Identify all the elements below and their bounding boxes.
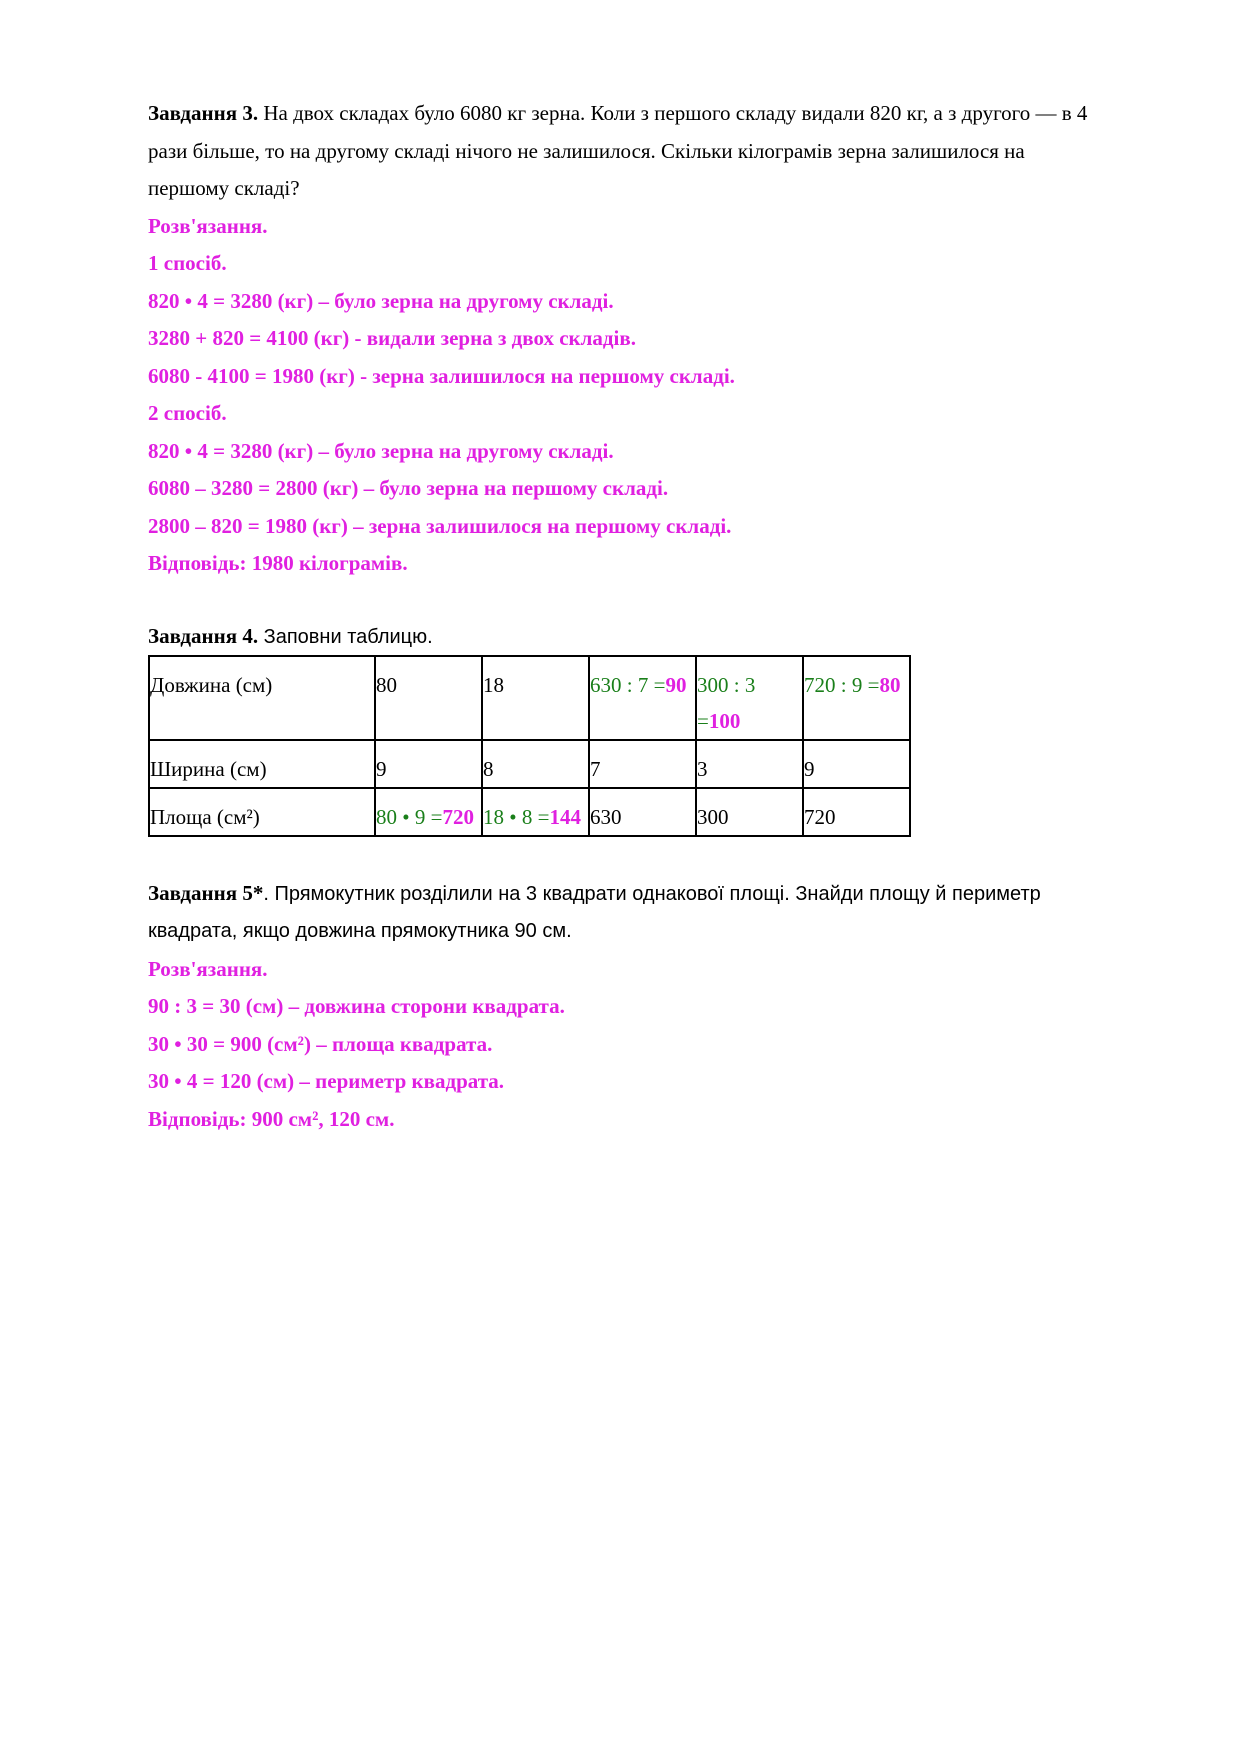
cell-area-1-answer: 720 <box>442 804 474 829</box>
task-3-method-2-step-1: 820 • 4 = 3280 (кг) – було зерна на другому складі. <box>148 438 614 463</box>
cell-area-2 <box>482 788 589 836</box>
spacer <box>148 583 1138 620</box>
task-5-label: Завдання 5* <box>148 880 264 905</box>
task-5-solution-heading: Розв'язання. <box>148 956 268 981</box>
task-3-method-2: 2 спосіб. <box>148 401 227 425</box>
cell-width-4: 3 <box>696 740 803 788</box>
cell-length-3-answer: 90 <box>665 672 687 697</box>
task-3-method-2-step-2: 6080 – 3280 = 2800 (кг) – було зерна на першому складі. <box>148 476 669 500</box>
cell-length-5-expression: 720 : 9 = <box>804 672 880 697</box>
cell-length-3 <box>589 656 696 740</box>
row-header-width: Ширина (см) <box>149 740 375 788</box>
task-3-text-1: На двох складах було 6080 кг зерна. Коли з першого складу видали 820 кг, а з другого — в 4 <box>258 101 1088 125</box>
task-5-step-3: 30 • 4 = 120 (см) – периметр квадрата. <box>148 1069 505 1093</box>
task-5-statement-line-2: квадрата, якщо довжина прямокутника 90 см. <box>148 920 572 942</box>
cell-length-3-expression: 630 : 7 = <box>590 672 666 697</box>
cell-length-4-expression: 300 : 3 <box>697 672 756 697</box>
task-3-solution-heading: Розв'язання. <box>148 213 268 238</box>
task-3-method-1-step-2: 3280 + 820 = 4100 (кг) - видали зерна з двох складів. <box>148 326 636 350</box>
task-3-answer: Відповідь: 1980 кілограмів. <box>148 551 408 575</box>
cell-length-4 <box>696 656 803 740</box>
task-5-statement-line-1 <box>148 875 1138 914</box>
row-header-length: Довжина (см) <box>149 656 375 740</box>
task-4-text: Заповни таблицю. <box>258 625 433 648</box>
task-3 <box>148 95 1138 583</box>
task-3-method-1-step-3: 6080 - 4100 = 1980 (кг) - зерна залишилося на першому складі. <box>148 363 735 388</box>
cell-length-5-answer: 80 <box>879 672 901 697</box>
cell-width-3: 7 <box>589 740 696 788</box>
task-5-text-1: . Прямокутник розділили на 3 квадрати однакової площі. Знайди площу й периметр <box>263 882 1041 905</box>
row-header-area: Площа (см²) <box>149 788 375 836</box>
spacer <box>148 837 1138 875</box>
cell-area-1-expression: 80 • 9 = <box>376 804 443 829</box>
cell-length-1: 80 <box>375 656 482 740</box>
cell-area-1 <box>375 788 482 836</box>
cell-width-1: 9 <box>375 740 482 788</box>
table-row-area <box>149 788 910 836</box>
task-4-statement <box>148 620 1138 653</box>
cell-area-5: 720 <box>803 788 910 836</box>
table-row-width <box>149 740 910 788</box>
task-5 <box>148 875 1138 1139</box>
task-5-step-2: 30 • 30 = 900 (см²) – площа квадрата. <box>148 1031 493 1056</box>
cell-length-4-answer: 100 <box>708 708 741 733</box>
cell-length-2: 18 <box>482 656 589 740</box>
task-3-method-1-step-1: 820 • 4 = 3280 (кг) – було зерна на другому складі. <box>148 288 614 313</box>
task-4-label: Завдання 4. <box>148 623 259 648</box>
cell-area-2-answer: 144 <box>549 804 581 829</box>
cell-area-4: 300 <box>696 788 803 836</box>
task-5-step-1: 90 : 3 = 30 (см) – довжина сторони квадрата. <box>148 994 565 1018</box>
task-3-statement-line-3: першому складі? <box>148 176 300 200</box>
cell-width-2: 8 <box>482 740 589 788</box>
task-3-statement-line-1 <box>148 95 1138 133</box>
task-5-answer: Відповідь: 900 см², 120 см. <box>148 1106 395 1131</box>
table-row-length <box>149 656 910 740</box>
cell-width-5: 9 <box>803 740 910 788</box>
fill-table <box>148 655 911 837</box>
cell-area-2-expression: 18 • 8 = <box>483 804 550 829</box>
task-3-statement-line-2: рази більше, то на другому складі нічого не залишилося. Скільки кілограмів зерна залишилося на <box>148 138 1025 163</box>
cell-area-3: 630 <box>589 788 696 836</box>
task-3-method-2-step-3: 2800 – 820 = 1980 (кг) – зерна залишилося на першому складі. <box>148 513 732 538</box>
document-page <box>148 95 1138 1138</box>
cell-length-5 <box>803 656 910 740</box>
cell-length-4-equals: = <box>697 708 709 733</box>
task-4 <box>148 620 1138 837</box>
task-3-label: Завдання 3. <box>148 101 259 125</box>
task-3-method-1: 1 спосіб. <box>148 251 227 275</box>
